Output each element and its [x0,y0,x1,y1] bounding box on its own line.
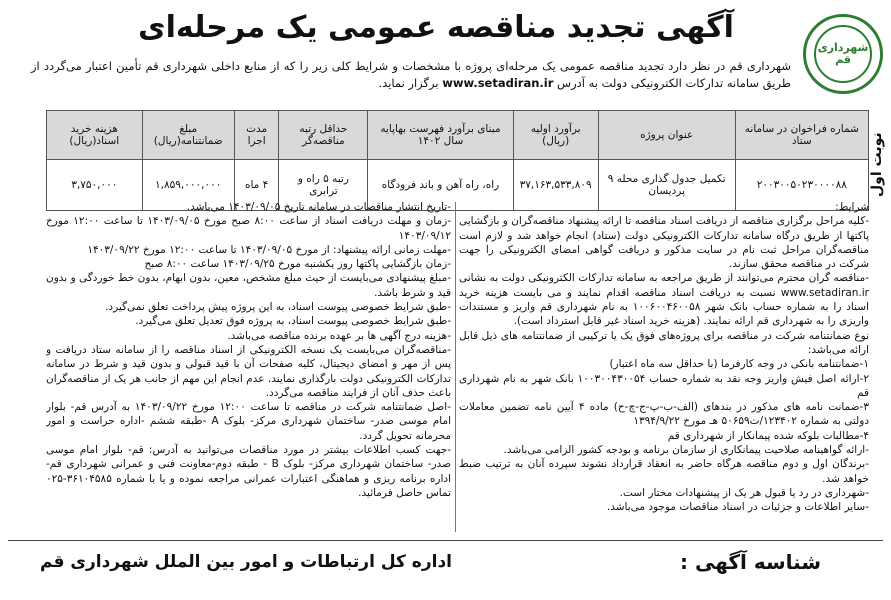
table-cell: ۱,۸۵۹,۰۰۰,۰۰۰ [142,160,234,211]
schedule-item: -طبق شرایط خصوصی پیوست اسناد، به این پروژه پیش پرداخت تعلق نمی‌گیرد. [105,301,451,314]
table-cell: رتبه ۵ راه و ترابری [279,160,368,211]
condition-item: -برندگان اول و دوم مناقصه هرگاه حاضر به انعقاد قرارداد نشوند سپرده آنان به ترتیب ضبط خواهد شد. [459,458,869,485]
schedule-item: -زمان و مهلت دریافت اسناد از ساعت ۸:۰۰ صبح مورخ ۱۴۰۳/۰۹/۰۵ تا ساعت ۱۲:۰۰ مورخ ۱۴۰۳/۰۹/۱۲ [46,215,451,242]
intro-site-link: www.setadiran.ir [442,76,554,90]
intro-end: برگزار نماید. [378,76,439,90]
ad-id-label: شناسه آگهی : [680,550,821,574]
schedule-item: -هزینه درج آگهی ها بر عهده برنده مناقصه می‌باشد. [227,329,451,342]
table-header: هزینه خرید اسناد(ریال) [47,111,143,160]
condition-item: -کلیه مراحل برگزاری مناقصه از دریافت اسناد مناقصه تا ارائه پیشنهاد مناقصه‌گران و بازگشایی پاکتها از طریق درگاه سامانه تدارکات الکترونیکی دولت (ستاد) انجام خواهد شد و لازم است مناقصه‌گران مراحل ثبت نام در سایت مذکور و دریافت گواهی امضای الکترونیکی را جهت شرکت در مناقصه محقق سازند. [459,215,869,271]
seal-text: شهرداری قم [817,41,869,66]
condition-item: ۳-ضمانت نامه های مذکور در بندهای (الف-ب-پ-ج-چ-ح) ماده ۴ آیین نامه تضمین معاملات دولتی به شماره ۱۲۳۴۰۲/ت۵۰۶۵۹ هـ مورخ ۱۳۹۴/۹/۲۲ [459,401,869,428]
condition-item: شرایط: [835,201,869,213]
schedule-item: -زمان بازگشایی پاکتها روز یکشنبه مورخ ۱۴۰۳/۰۹/۲۵ ساعت ۸:۰۰ صبح [144,258,451,271]
footer-divider [8,540,883,541]
issuing-office: اداره کل ارتباطات و امور بین الملل شهرداری قم [40,552,453,572]
schedule-item: -مهلت زمانی ارائه پیشنهاد: از مورخ ۱۴۰۳/۰۹/۰۵ تا ساعت ۱۲:۰۰ مورخ ۱۴۰۳/۰۹/۲۲ [87,243,451,256]
table-header: مبلغ ضمانتنامه(ریال) [142,111,234,160]
condition-item: -سایر اطلاعات و جزئیات در اسناد مناقصات موجود می‌باشد. [606,501,869,514]
column-divider [455,202,456,532]
table-header: عنوان پروژه [598,111,735,160]
seal-inner-ring [814,25,872,83]
schedule-column [46,200,451,533]
announcement-title: آگهی تجدید مناقصه عمومی یک مرحله‌ای [138,10,734,45]
schedule-item: -جهت کسب اطلاعات بیشتر در مورد مناقصات می‌توانید به آدرس: قم- بلوار امام موسی صدر- ساختمان شهرداری مرکز- بلوک B - طبقه دوم-معاونت فنی و عمرانی شهرداری قم- اداره برنامه ریزی و هماهنگی اعتبارات عمرانی مراجعه نموده و یا با شماره ۳۶۱۰۴۵۸۵-۰۲۵ تماس حاصل فرمائید. [46,444,451,499]
schedule-item: -مناقصه‌گران می‌بایست یک نسخه الکترونیکی از اسناد مناقصه را از سامانه ستاد دریافت و پس از مهر و امضای دیجیتال، کلیه صفحات آن با قید قبولی و بدون قید و شرط در سامانه تدارکات الکترونیکی دولت بارگذاری نمایند. عدم انجام این مهم از جانب هر یک از مناقصه‌گران باعث حذف آنان از فرایند مناقصه می‌گردد. [46,343,451,399]
conditions-column [459,200,869,533]
table-header: مبنای برآورد فهرست بهاپایه سال ۱۴۰۲ [368,111,513,160]
condition-item: -مناقصه گران محترم می‌توانند از طریق مراجعه به سامانه تدارکات الکترونیکی دولت به نشانی www.setadiran.ir نسبت به دریافت اسناد مناقصه اقدام نمایند و می بایست هزینه خرید اسناد را به شماره حساب بانک شهر ۱۰۰۶۰۰۴۶۰۰۵۸ به نام شهرداری قم واریز و مستندات واریزی را به شهرداری قم ارائه نمایند. (هزینه خرید اسناد غیر قابل استرداد است). [459,272,869,328]
table-cell: راه، راه آهن و باند فرودگاه [368,160,513,211]
table-cell: ۴ ماه [234,160,279,211]
schedule-item: -طبق شرایط خصوصی پیوست اسناد، به پروژه فوق تعدیل تعلق می‌گیرد. [135,315,451,328]
intro-text: شهرداری قم در نظر دارد تجدید مناقصه عمومی یک مرحله‌ای پروژه با مشخصات و شرایط کلی زیر را که از منابع داخلی شهرداری قم تأمین اعتبار می‌گردد از طریق سامانه تدارکات الکترونیکی دولت به آدرس [31,59,791,90]
table-cell: تکمیل جدول گذاری محله ۹ پردیسان [598,160,735,211]
municipality-seal-logo [803,14,883,94]
condition-item: -ارائه گواهینامه صلاحیت پیمانکاری از سازمان برنامه و بودجه کشور الزامی می‌باشد. [503,444,869,457]
table-header-row [47,111,869,160]
table-cell: ۳,۷۵۰,۰۰۰ [47,160,143,211]
table-header: حداقل رتبه مناقصه‌گر [279,111,368,160]
table-cell: ۳۷,۱۶۳,۵۳۳,۸۰۹ [513,160,598,211]
tender-table [46,110,869,211]
condition-item: نوع ضمانتنامه شرکت در مناقصه برای پروژه‌های فوق یک یا ترکیبی از ضمانتنامه های ذیل قابل ارائه می‌باشد: [459,329,869,356]
condition-item: ۴-مطالبات بلوکه شده پیمانکار از شهرداری قم [667,429,869,442]
intro-paragraph [31,58,791,92]
table-header: مدت اجرا [234,111,279,160]
table-header: برآورد اولیه (ریال) [513,111,598,160]
schedule-item: -تاریخ انتشار مناقصات در سامانه تاریخ ۱۴۰۳/۰۹/۰۵ می‌باشد. [186,201,451,213]
table-cell: ۲۰۰۳۰۰۵۰۲۳۰۰۰۰۸۸ [735,160,868,211]
condition-item: -شهرداری در رد یا قبول هر یک از پیشنهادات مختار است. [619,486,869,499]
schedule-item: -مبلغ پیشنهادی می‌بایست از حیث مبلغ مشخص، معین، بدون ابهام، بدون خط خوردگی و بدون قید و شرط باشد. [46,272,451,299]
condition-item: ۱-ضمانتنامه بانکی در وجه کارفرما (با حداقل سه ماه اعتبار) [609,358,869,371]
table-header: شماره فراخوان در سامانه ستاد [735,111,868,160]
condition-item: ۲-ارائه اصل فیش واریز وجه نقد به شماره حساب ۱۰۰۳۰۰۴۳۰۰۵۴ بانک شهر به نام شهرداری قم [459,372,869,399]
vertical-tag: نوبت اول [869,132,885,198]
schedule-item: -اصل ضمانتنامه شرکت در مناقصه تا ساعت ۱۲:۰۰ مورخ ۱۴۰۳/۰۹/۲۲ به آدرس قم- بلوار امام موسی صدر- ساختمان شهرداری مرکز- بلوک A -طبقه ششم -اداره حراست و امور محرمانه تحویل گردد. [46,401,451,442]
